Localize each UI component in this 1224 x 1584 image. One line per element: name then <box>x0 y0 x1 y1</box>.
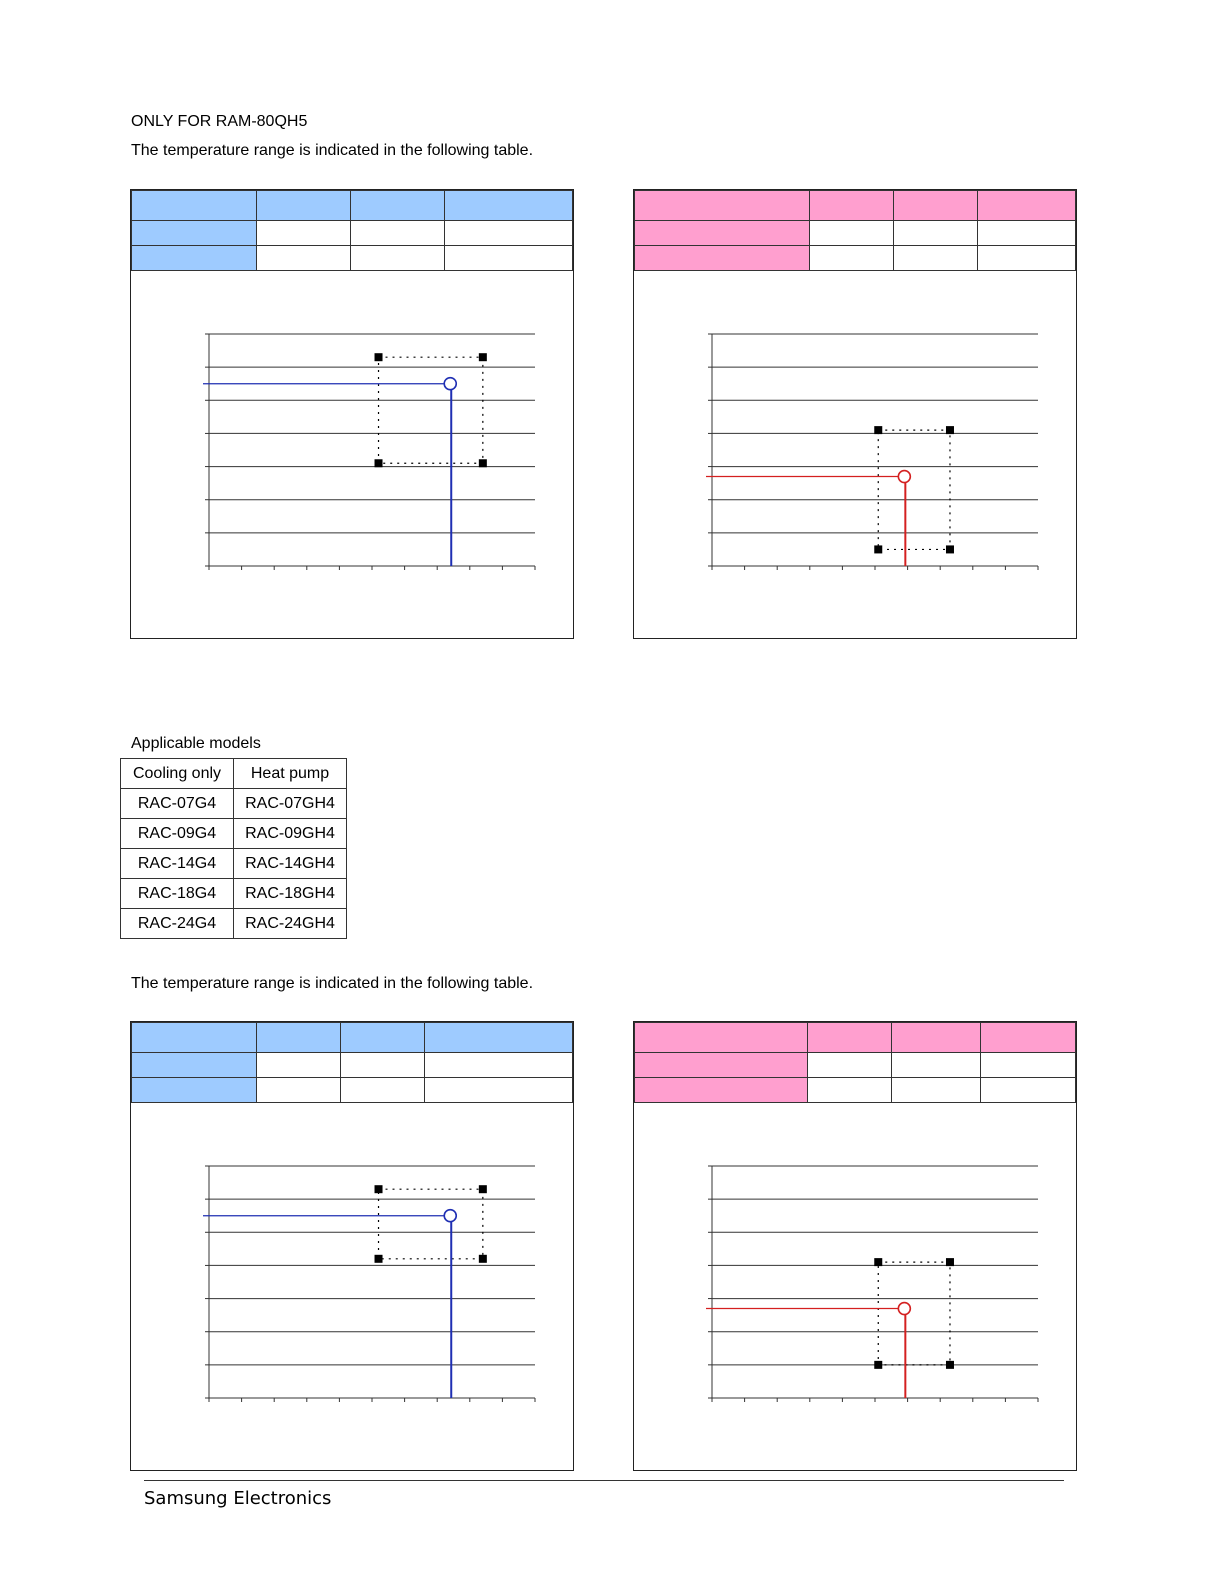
model-cell: RAC-07G4 <box>121 789 234 819</box>
range-corner-marker <box>375 1255 383 1263</box>
column-header: Cooling only <box>121 759 234 789</box>
model-cell: RAC-09GH4 <box>234 819 347 849</box>
cooling-range-panel-1 <box>130 189 574 639</box>
range-corner-marker <box>946 426 954 434</box>
table-header-row <box>121 759 347 789</box>
heating-range-chart <box>634 1104 1078 1464</box>
table-row <box>121 789 347 819</box>
table-row <box>121 879 347 909</box>
cooling-range-chart <box>131 1104 575 1464</box>
heating-range-panel-1 <box>633 189 1077 639</box>
range-corner-marker <box>479 1185 487 1193</box>
cooling-range-table <box>131 190 573 271</box>
table-row <box>121 819 347 849</box>
range-corner-marker <box>946 1361 954 1369</box>
section-intro: The temperature range is indicated in the following table. <box>131 142 534 159</box>
model-cell: RAC-09G4 <box>121 819 234 849</box>
cooling-range-chart <box>131 272 575 632</box>
applicable-models-table <box>120 758 347 939</box>
operating-range-box <box>878 1262 950 1365</box>
heating-range-table <box>634 190 1076 271</box>
cooling-range-table <box>131 1022 573 1103</box>
range-corner-marker <box>874 426 882 434</box>
model-cell: RAC-14G4 <box>121 849 234 879</box>
operating-point-marker <box>444 378 456 390</box>
footer-brand: Samsung Electronics <box>144 1488 332 1509</box>
cooling-range-panel-2 <box>130 1021 574 1471</box>
operating-point-marker <box>898 1303 910 1315</box>
model-cell: RAC-14GH4 <box>234 849 347 879</box>
range-corner-marker <box>946 1258 954 1266</box>
heating-range-panel-2 <box>633 1021 1077 1471</box>
model-cell: RAC-18G4 <box>121 879 234 909</box>
range-corner-marker <box>479 353 487 361</box>
range-corner-marker <box>375 1185 383 1193</box>
range-corner-marker <box>479 1255 487 1263</box>
section-intro: The temperature range is indicated in the following table. <box>131 975 534 992</box>
table-row <box>121 849 347 879</box>
operating-point-marker <box>444 1210 456 1222</box>
heating-range-table <box>634 1022 1076 1103</box>
model-cell: RAC-24G4 <box>121 909 234 939</box>
range-corner-marker <box>874 1258 882 1266</box>
column-header: Heat pump <box>234 759 347 789</box>
range-corner-marker <box>375 353 383 361</box>
table-row <box>121 909 347 939</box>
model-cell: RAC-24GH4 <box>234 909 347 939</box>
footer-divider <box>144 1480 1064 1481</box>
model-cell: RAC-18GH4 <box>234 879 347 909</box>
range-corner-marker <box>874 1361 882 1369</box>
section-heading: ONLY FOR RAM-80QH5 <box>131 113 308 130</box>
operating-range-box <box>878 430 950 549</box>
range-corner-marker <box>874 545 882 553</box>
model-cell: RAC-07GH4 <box>234 789 347 819</box>
operating-range-box <box>379 357 483 463</box>
heating-range-chart <box>634 272 1078 632</box>
range-corner-marker <box>946 545 954 553</box>
models-caption: Applicable models <box>131 735 261 752</box>
range-corner-marker <box>375 459 383 467</box>
range-corner-marker <box>479 459 487 467</box>
operating-point-marker <box>898 471 910 483</box>
